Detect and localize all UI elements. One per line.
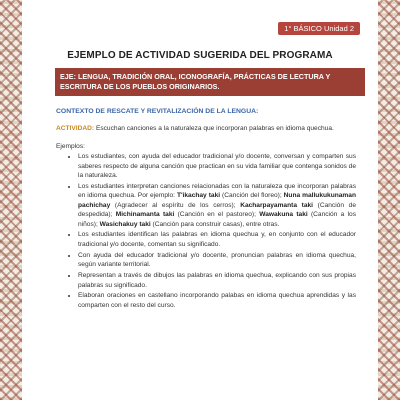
song-name: Wasichakuy taki (99, 220, 151, 228)
activity-content (56, 107, 356, 312)
example-text: (Canción para construir casas), entre otras. (150, 220, 280, 228)
axis-banner: EJE: LENGUA, TRADICIÓN ORAL, ICONOGRAFÍA, PRÁCTICAS DE LECTURA Y ESCRITURA DE LOS PUEBLOS ORIGINARIOS. (55, 68, 365, 96)
examples-list (56, 152, 356, 310)
list-item: • Con ayuda del educador tradicional y/o docente, pronuncian palabras en idioma quechua, según variante territorial. (78, 251, 356, 270)
example-text: (Canción a los niños); (78, 211, 356, 228)
example-text: (Canción del floreo); (220, 192, 284, 200)
song-name: Kacharpayamanta taki (240, 201, 313, 209)
example-text: (Canción de despedida); (78, 201, 356, 219)
list-item: • Los estudiantes, con ayuda del educador tradicional y/o docente, conversan y comparten sus saberes respecto de alguna canción que practican en su vida familiar que contenga sonidos de la naturaleza. (78, 152, 356, 180)
activity-text: Escuchan canciones a la naturaleza que incorporan palabras en idioma quechua. (94, 125, 334, 133)
list-item (78, 182, 356, 229)
list-item: • Representan a través de dibujos las palabras en idioma quechua, explicando con sus propias palabras su significado. (78, 271, 356, 290)
example-text: Los estudiantes interpretan canciones relacionadas con la naturaleza que incorporan palabras en idioma quechua. Por ejemplo: (78, 182, 356, 200)
list-item: • Los estudiantes identifican las palabras en idioma quechua y, en conjunto con el educador tradicional y/o docente, comentan su significado. (78, 230, 356, 249)
example-text: (Canción en el pastoreo); (174, 211, 260, 219)
activity-description (56, 124, 356, 133)
activity-label: ACTIVIDAD: (56, 125, 95, 133)
song-name: T'ikachay taki (176, 192, 221, 200)
example-text: (Agradecer al espíritu de los cerros); (110, 201, 241, 209)
grade-unit-badge: 1° BÁSICO Unidad 2 (278, 22, 360, 35)
page-title: EJEMPLO DE ACTIVIDAD SUGERIDA DEL PROGRAMA (67, 50, 333, 61)
context-heading: CONTEXTO DE RESCATE Y REVITALIZACIÓN DE LA LENGUA: (56, 108, 259, 115)
song-name: Wawakuna taki (259, 211, 308, 219)
song-name: Michinamanta taki (115, 211, 175, 219)
list-item: • Elaboran oraciones en castellano incorporando palabas en idioma quechua aprendidas y las comparten con el resto del curso. (78, 291, 356, 310)
song-name: Nuna mallukukunaman pachichay (78, 192, 356, 209)
examples-label: Ejemplos: (56, 142, 85, 150)
